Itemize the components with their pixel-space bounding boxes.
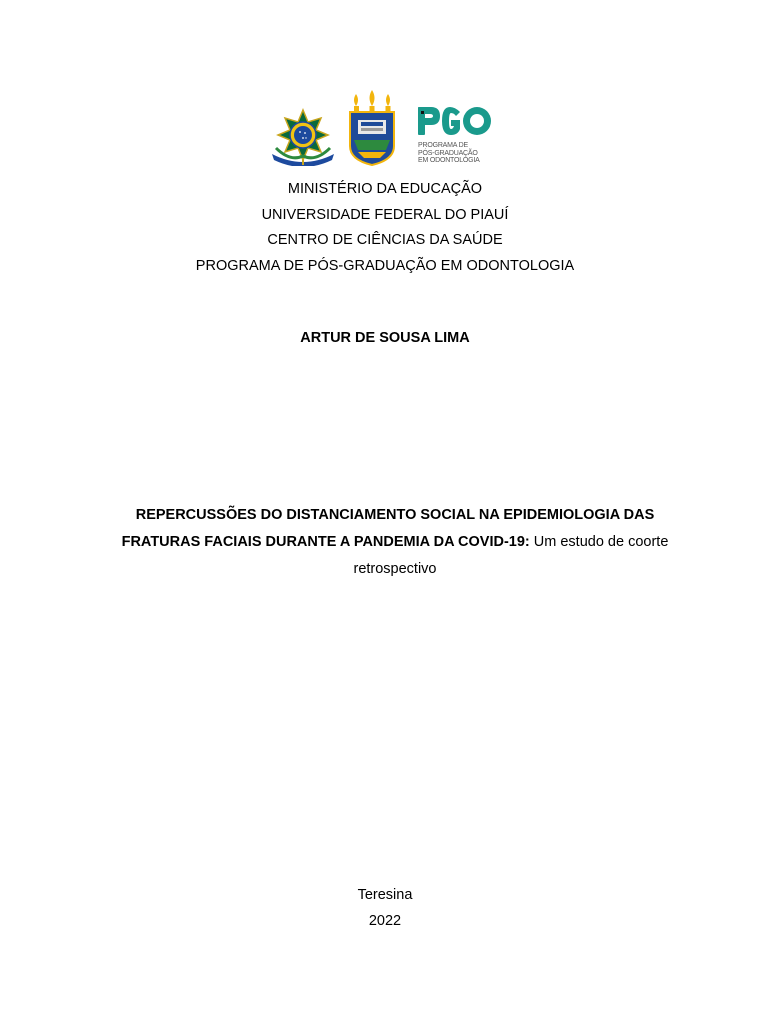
brazil-coat-of-arms-icon [270,108,336,166]
ufpi-seal-icon [346,90,398,166]
subtitle-part-2: retrospectivo [353,561,437,577]
program-name: PROGRAMA DE PÓS-GRADUAÇÃO EM ODONTOLOGIA [195,257,575,274]
pgo-program-logo [416,96,500,166]
year: 2022 [368,913,402,929]
title-line-2-bold: FRATURAS FACIAIS DURANTE A PANDEMIA DA COVID-19: [121,534,530,550]
pgo-caption-line1: PROGRAMA DE [418,142,468,149]
author-name: ARTUR DE SOUSA LIMA [300,330,470,346]
pgo-mark-icon [416,104,500,138]
ministry-name: MINISTÉRIO DA EDUCAÇÃO [287,181,483,197]
cover-footer [0,882,770,934]
title-line-1: REPERCUSSÕES DO DISTANCIAMENTO SOCIAL NA EPIDEMIOLOGIA DAS [135,507,655,523]
thesis-title [90,502,700,583]
center-name: CENTRO DE CIÊNCIAS DA SAÚDE [267,232,503,248]
pgo-caption [418,142,480,165]
university-name: UNIVERSIDADE FEDERAL DO PIAUÍ [261,206,509,223]
logo-row [0,86,770,166]
title-line-2 [90,529,700,556]
city: Teresina [357,887,413,903]
pgo-caption-line3: EM ODONTOLOGIA [418,157,480,164]
pgo-caption-line2: PÓS-GRADUAÇÃO [418,149,478,157]
subtitle-part-1: Um estudo de coorte [529,534,669,550]
institution-header [0,177,770,279]
